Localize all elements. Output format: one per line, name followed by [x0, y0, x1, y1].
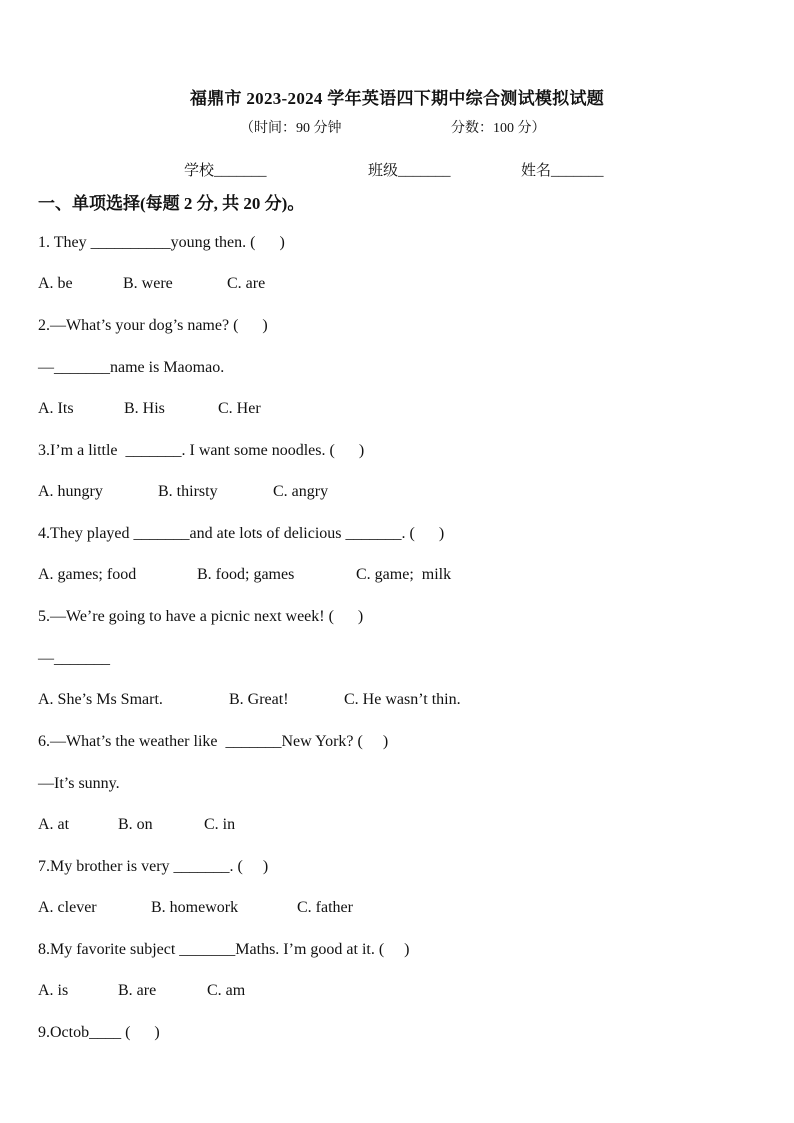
q2-option-c: C. Her	[218, 400, 261, 417]
q2-option-a: A. Its	[38, 400, 74, 417]
q4-option-b: B. food; games	[197, 566, 295, 583]
q6-option-a: A. at	[38, 816, 70, 833]
q8-option-a: A. is	[38, 982, 69, 999]
question-1: 1. They __________young then. ( )	[38, 234, 285, 251]
question-6-answer: —It’s sunny.	[38, 775, 120, 792]
question-5: 5.—We’re going to have a picnic next week! ( )	[38, 608, 364, 625]
question-8: 8.My favorite subject _______Maths. I’m good at it. ( )	[38, 941, 410, 958]
section-heading: 一、单项选择(每题 2 分, 共 20 分)。	[38, 194, 305, 213]
question-7: 7.My brother is very _______. ( )	[38, 858, 269, 875]
q6-option-c: C. in	[204, 816, 236, 833]
exam-score: 分数：100 分）	[451, 121, 546, 136]
question-4: 4.They played _______and ate lots of delicious _______. ( )	[38, 525, 445, 542]
q5-option-c: C. He wasn’t thin.	[344, 691, 461, 708]
class-field: 班级_______	[368, 163, 451, 179]
q5-option-b: B. Great!	[229, 691, 289, 708]
q7-option-a: A. clever	[38, 899, 97, 916]
exam-time: （时间：90 分钟	[240, 121, 342, 136]
school-field: 学校_______	[184, 163, 267, 179]
q3-option-c: C. angry	[273, 483, 329, 500]
q6-option-b: B. on	[118, 816, 153, 833]
q1-option-c: C. are	[227, 275, 266, 292]
name-field: 姓名_______	[521, 163, 604, 179]
q1-option-b: B. were	[123, 275, 173, 292]
question-2-answer: —_______name is Maomao.	[38, 359, 225, 376]
q8-option-b: B. are	[118, 982, 157, 999]
q4-option-a: A. games; food	[38, 566, 137, 583]
page-title: 福鼎市 2023-2024 学年英语四下期中综合测试模拟试题	[189, 89, 605, 108]
question-5-answer: —_______	[38, 650, 110, 667]
question-3: 3.I’m a little _______. I want some noodles. ( )	[38, 442, 365, 459]
q7-option-c: C. father	[297, 899, 353, 916]
q3-option-b: B. thirsty	[158, 483, 218, 500]
question-6: 6.—What’s the weather like _______New York? ( )	[38, 733, 389, 750]
q3-option-a: A. hungry	[38, 483, 103, 500]
q4-option-c: C. game; milk	[356, 566, 452, 583]
question-2: 2.—What’s your dog’s name? ( )	[38, 317, 268, 334]
q7-option-b: B. homework	[151, 899, 239, 916]
q5-option-a: A. She’s Ms Smart.	[38, 691, 163, 708]
q1-option-a: A. be	[38, 275, 73, 292]
question-9: 9.Octob____ ( )	[38, 1024, 160, 1041]
q2-option-b: B. His	[124, 400, 165, 417]
q8-option-c: C. am	[207, 982, 246, 999]
